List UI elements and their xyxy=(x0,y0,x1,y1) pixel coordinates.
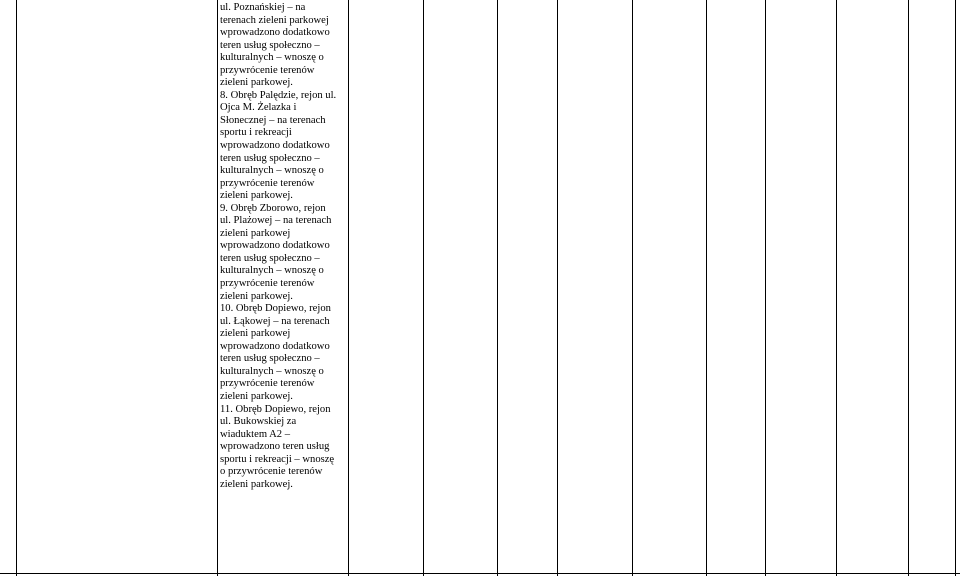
row-border xyxy=(0,573,960,574)
remarks-line: teren usług społeczno – xyxy=(220,353,320,365)
column-border xyxy=(955,0,956,576)
remarks-line: zieleni parkowej. xyxy=(220,190,293,202)
remarks-line: wprowadzono teren usług xyxy=(220,441,330,453)
column-border xyxy=(557,0,558,576)
column-border xyxy=(497,0,498,576)
column-border xyxy=(348,0,349,576)
remarks-line: wprowadzono dodatkowo xyxy=(220,27,330,39)
column-border xyxy=(706,0,707,576)
remarks-line: sportu i rekreacji – wnoszę xyxy=(220,453,335,465)
remarks-line: przywrócenie terenów xyxy=(220,378,315,390)
remarks-line: teren usług społeczno – xyxy=(220,252,320,264)
remarks-line: ul. Poznańskiej – na xyxy=(220,2,306,13)
remarks-line: ul. Łąkowej – na terenach xyxy=(220,315,330,327)
remarks-line: kulturalnych – wnoszę o xyxy=(220,52,324,64)
remarks-line: wiaduktem A2 – xyxy=(220,428,291,440)
remarks-line: zieleni parkowej xyxy=(220,227,291,239)
remarks-line: Ojca M. Żelazka i xyxy=(220,102,297,114)
remarks-line: terenach zieleni parkowej xyxy=(220,14,329,26)
remarks-line: kulturalnych – wnoszę o xyxy=(220,265,324,277)
column-border xyxy=(908,0,909,576)
column-border xyxy=(632,0,633,576)
remarks-line: 10. Obręb Dopiewo, rejon xyxy=(220,303,331,315)
remarks-line: o przywrócenie terenów xyxy=(220,466,323,478)
remarks-line: zieleni parkowej. xyxy=(220,478,293,490)
column-border xyxy=(16,0,17,576)
remarks-line: przywrócenie terenów xyxy=(220,64,315,76)
remarks-line: ul. Plażowej – na terenach xyxy=(220,215,332,227)
remarks-line: Słonecznej – na terenach xyxy=(220,114,326,126)
remarks-line: 11. Obręb Dopiewo, rejon xyxy=(220,403,331,415)
remarks-line: wprowadzono dodatkowo xyxy=(220,240,330,252)
column-border xyxy=(217,0,218,576)
remarks-line: 8. Obręb Palędzie, rejon ul. xyxy=(220,89,337,101)
remarks-line: zieleni parkowej xyxy=(220,328,291,340)
column-border xyxy=(423,0,424,576)
remarks-line: zieleni parkowej. xyxy=(220,290,293,302)
remarks-line: kulturalnych – wnoszę o xyxy=(220,165,324,177)
remarks-line: zieleni parkowej. xyxy=(220,77,293,89)
remarks-line: wprowadzono dodatkowo xyxy=(220,140,330,152)
remarks-line: teren usług społeczno – xyxy=(220,152,320,164)
column-border xyxy=(765,0,766,576)
column-border xyxy=(836,0,837,576)
remarks-cell-text xyxy=(220,2,345,491)
remarks-line: wprowadzono dodatkowo xyxy=(220,340,330,352)
remarks-line: przywrócenie terenów xyxy=(220,177,315,189)
remarks-line: sportu i rekreacji xyxy=(220,127,292,139)
remarks-line: ul. Bukowskiej za xyxy=(220,416,297,428)
remarks-line: teren usług społeczno – xyxy=(220,39,320,51)
remarks-line: kulturalnych – wnoszę o xyxy=(220,365,324,377)
remarks-line: przywrócenie terenów xyxy=(220,278,315,290)
remarks-line: zieleni parkowej. xyxy=(220,390,293,402)
remarks-line: 9. Obręb Zborowo, rejon xyxy=(220,202,326,214)
